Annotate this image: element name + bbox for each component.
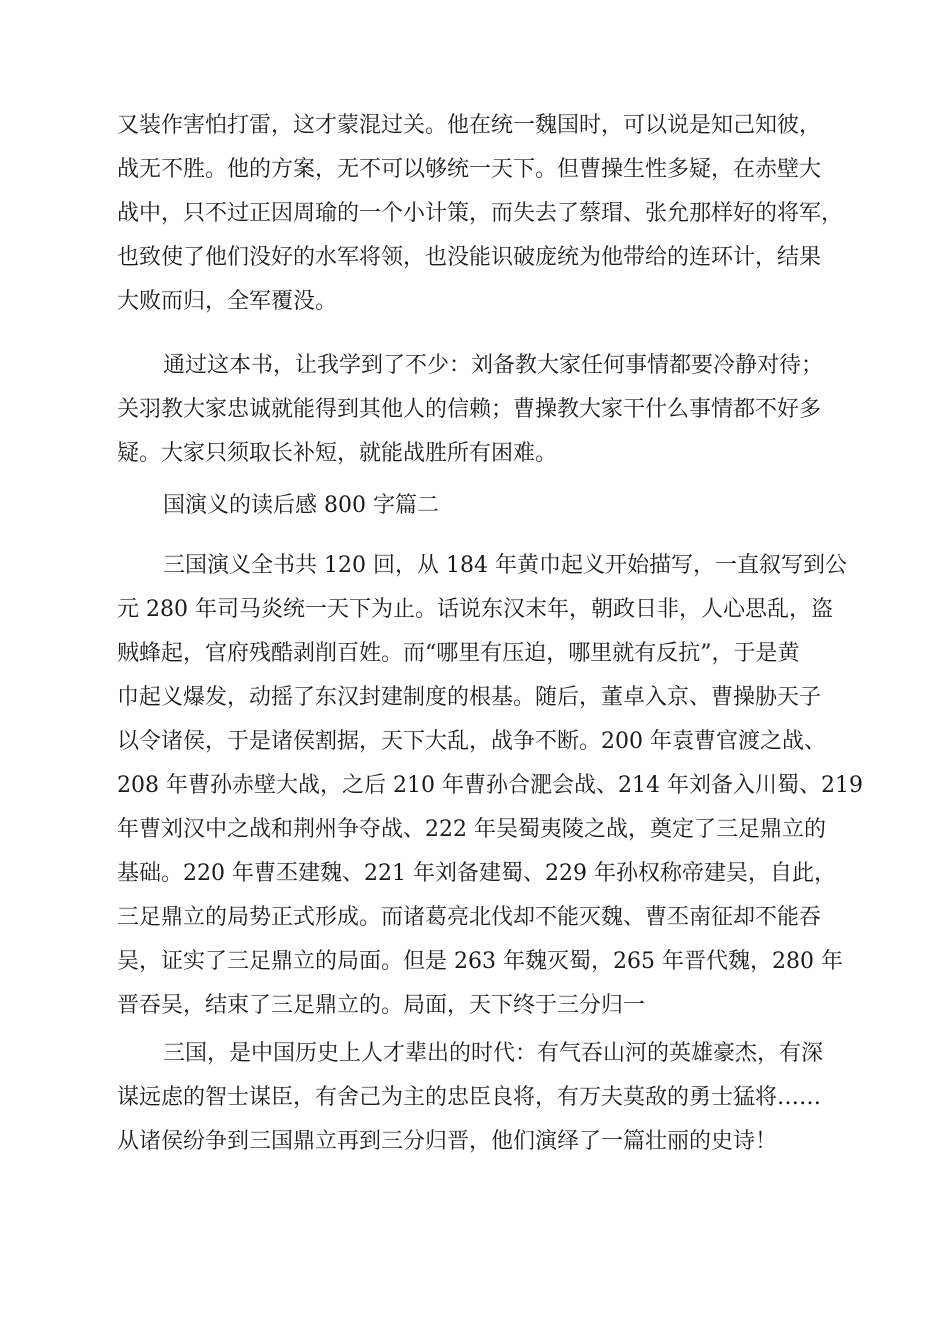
paragraph-line: 战中，只不过正因周瑜的一个小计策，而失去了蔡瑁、张允那样好的将军， bbox=[117, 201, 844, 226]
paragraph-history-summary bbox=[117, 544, 863, 1028]
paragraph-line: 谋远虑的智士谋臣，有舍己为主的忠臣良将，有万夫莫敌的勇士猛将…… bbox=[117, 1085, 822, 1110]
paragraph-line: 208 年曹孙赤壁大战，之后 210 年曹孙合淝会战、214 年刘备入川蜀、219 bbox=[117, 773, 863, 798]
paragraph-line: 三国演义全书共 120 回，从 184 年黄巾起义开始描写，一直叙写到公 bbox=[163, 553, 847, 578]
paragraph-line: 三国，是中国历史上人才辈出的时代：有气吞山河的英雄豪杰，有深 bbox=[163, 1041, 824, 1066]
paragraph-line: 贼蜂起，官府残酷剥削百姓。而“哪里有压迫，哪里就有反抗”，于是黄 bbox=[117, 641, 800, 666]
paragraph-line: 大败而归，全军覆没。 bbox=[117, 289, 338, 314]
section-heading-text: 国演义的读后感 800 字篇二 bbox=[163, 493, 439, 518]
paragraph-line: 关羽教大家忠诚就能得到其他人的信赖；曹操教大家干什么事情都不好多 bbox=[117, 397, 822, 422]
paragraph-line: 从诸侯纷争到三国鼎立再到三分归晋，他们演绎了一篇壮丽的史诗！ bbox=[117, 1129, 778, 1154]
paragraph-line: 年曹刘汉中之战和荆州争夺战、222 年吴蜀夷陵之战，奠定了三足鼎立的 bbox=[117, 817, 826, 842]
paragraph-line: 战无不胜。他的方案，无不可以够统一天下。但曹操生性多疑，在赤壁大 bbox=[117, 157, 822, 182]
paragraph-lessons bbox=[117, 344, 837, 476]
paragraph-line: 元 280 年司马炎统一天下为止。话说东汉末年，朝政日非，人心思乱，盗 bbox=[117, 597, 833, 622]
paragraph-line: 基础。220 年曹丕建魏、221 年刘备建蜀、229 年孙权称帝建吴，自此， bbox=[117, 861, 836, 886]
section-heading bbox=[117, 484, 837, 528]
paragraph-line: 晋吞吴，结束了三足鼎立的。局面，天下终于三分归一 bbox=[117, 993, 646, 1018]
paragraph-line: 巾起义爆发，动摇了东汉封建制度的根基。随后，董卓入京、曹操胁天子 bbox=[117, 685, 822, 710]
paragraph-cao-cao-analysis bbox=[117, 104, 844, 324]
paragraph-era-of-talent bbox=[117, 1032, 837, 1164]
paragraph-line: 又装作害怕打雷，这才蒙混过关。他在统一魏国时，可以说是知己知彼， bbox=[117, 113, 822, 138]
paragraph-line: 以令诸侯，于是诸侯割据，天下大乱，战争不断。200 年袁曹官渡之战、 bbox=[117, 729, 826, 754]
paragraph-line: 三足鼎立的局势正式形成。而诸葛亮北伐却不能灭魏、曹丕南征却不能吞 bbox=[117, 905, 822, 930]
paragraph-line: 通过这本书，让我学到了不少：刘备教大家任何事情都要冷静对待； bbox=[163, 353, 824, 378]
paragraph-line: 也致使了他们没好的水军将领，也没能识破庞统为他带给的连环计，结果 bbox=[117, 245, 822, 270]
paragraph-line: 吴，证实了三足鼎立的局面。但是 263 年魏灭蜀，265 年晋代魏，280 年 bbox=[117, 949, 843, 974]
paragraph-line: 疑。大家只须取长补短，就能战胜所有困难。 bbox=[117, 441, 558, 466]
